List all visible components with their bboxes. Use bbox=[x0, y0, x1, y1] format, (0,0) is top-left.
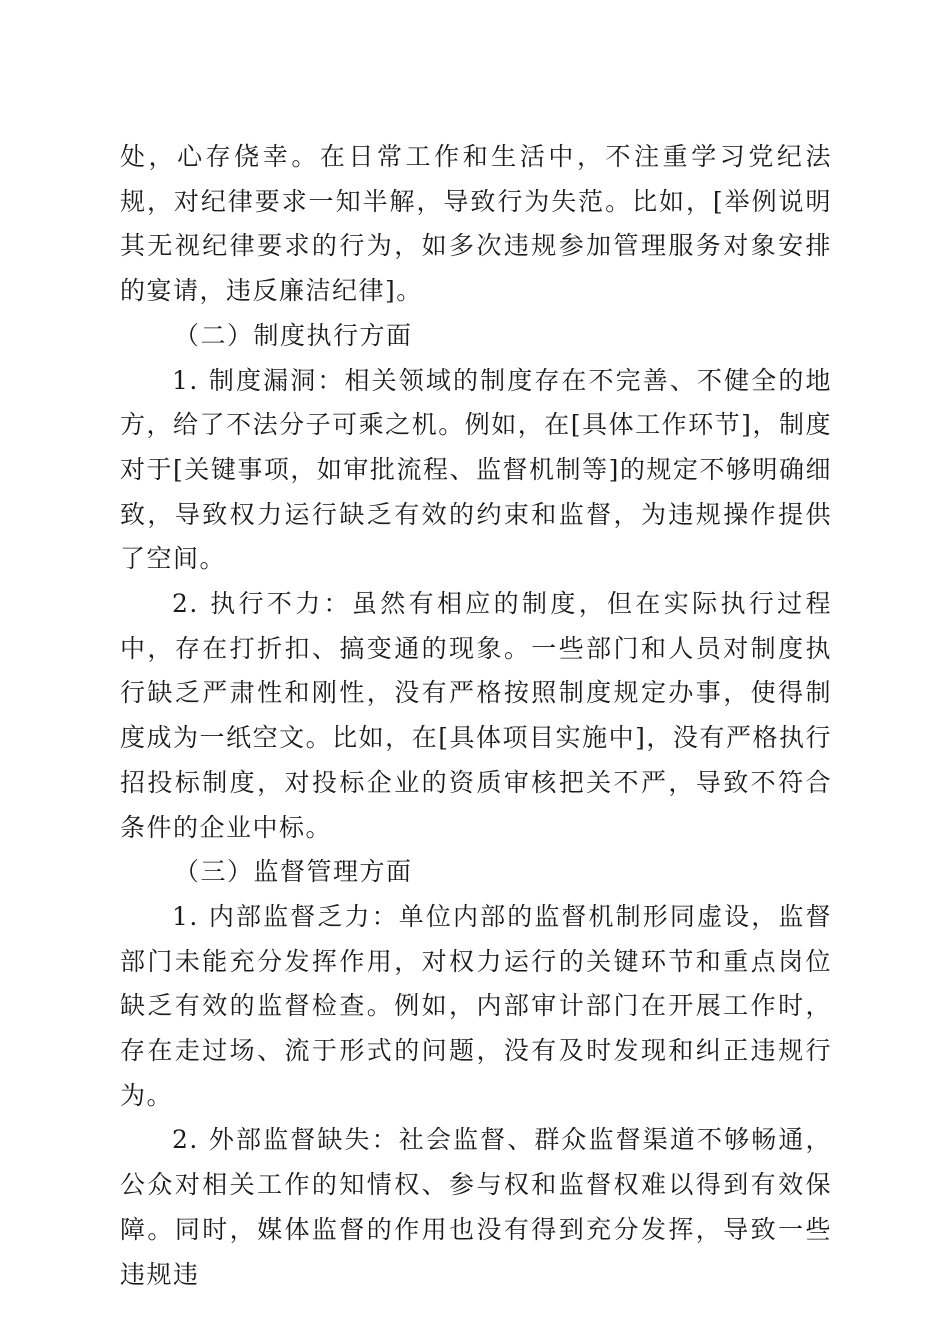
paragraph-external-supervision: 2. 外部监督缺失：社会监督、群众监督渠道不够畅通，公众对相关工作的知情权、参与权和监督权难以得到有效保障。同时，媒体监督的作用也没有得到充分发挥，导致一些违规违 bbox=[120, 1125, 832, 1289]
paragraph-internal-supervision: 1. 内部监督乏力：单位内部的监督机制形同虚设，监督部门未能充分发挥作用，对权力运行的关键环节和重点岗位缺乏有效的监督检查。例如，内部审计部门在开展工作时，存在走过场、流于形式的问题，没有及时发现和纠正违规行为。 bbox=[120, 901, 832, 1110]
document-body bbox=[120, 135, 832, 1297]
paragraph-weak-execution: 2. 执行不力：虽然有相应的制度，但在实际执行过程中，存在打折扣、搞变通的现象。一些部门和人员对制度执行缺乏严肃性和刚性，没有严格按照制度规定办事，使得制度成为一纸空文。比如，在[具体项目实施中]，没有严格执行招投标制度，对投标企业的资质审核把关不严，导致不符合条件的企业中标。 bbox=[120, 589, 832, 842]
section-heading-2: （二）制度执行方面 bbox=[174, 320, 413, 350]
paragraph-system-loophole: 1. 制度漏洞：相关领域的制度存在不完善、不健全的地方，给了不法分子可乘之机。例如，在[具体工作环节]，制度对于[关键事项，如审批流程、监督机制等]的规定不够明确细致，导致权力运行缺乏有效的约束和监督，为违规操作提供了空间。 bbox=[120, 365, 832, 574]
paragraph-continuation: 处，心存侥幸。在日常工作和生活中，不注重学习党纪法规，对纪律要求一知半解，导致行为失范。比如，[举例说明其无视纪律要求的行为，如多次违规参加管理服务对象安排的宴请，违反廉洁纪律]。 bbox=[120, 142, 832, 306]
section-heading-3: （三）监督管理方面 bbox=[174, 857, 413, 887]
